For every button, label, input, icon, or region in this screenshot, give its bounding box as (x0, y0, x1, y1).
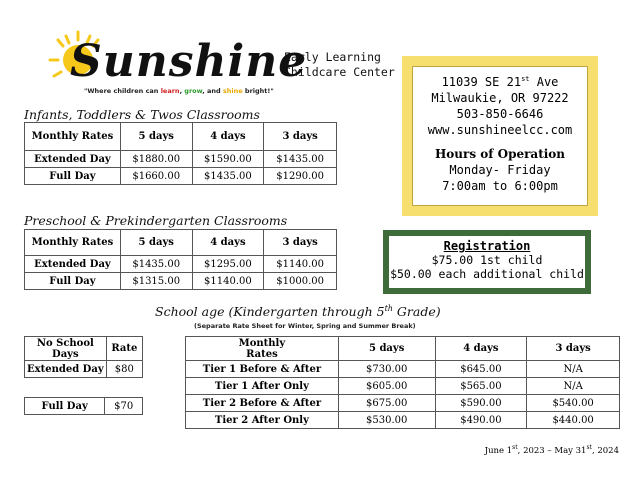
tagline-learn: learn (160, 87, 180, 95)
date-part: June 1 (484, 445, 513, 456)
registration-inner (389, 236, 585, 288)
infants-title: Infants, Toddlers & Twos Classrooms (24, 107, 260, 122)
row-label: Tier 2 After Only (186, 412, 339, 429)
table-cell: $730.00 (338, 361, 435, 378)
registration-line2: $50.00 each additional child (390, 267, 584, 281)
row-label: Full Day (25, 398, 105, 415)
contact-box (402, 56, 598, 216)
table-cell: $1315.00 (120, 273, 192, 290)
brand-subtitle (284, 50, 395, 80)
center-logo (40, 30, 400, 100)
table-cell: $1435.00 (264, 151, 337, 168)
table-cell: $1660.00 (120, 168, 192, 185)
table-cell: N/A (527, 378, 620, 395)
website-link[interactable]: www.sunshineelcc.com (427, 123, 573, 137)
no-school-days-table (24, 336, 143, 378)
hours-title: Hours of Operation (434, 147, 566, 161)
table-header-row (25, 123, 337, 151)
table-row (25, 151, 337, 168)
header-cell: Rate (106, 337, 142, 361)
table-cell: $1140.00 (192, 273, 264, 290)
row-label: Tier 1 Before & After (186, 361, 339, 378)
brand-subtitle-line1: Early Learning (284, 50, 381, 64)
school-age-title-sup: th (384, 304, 393, 313)
address-sup: st (521, 75, 530, 83)
row-label: Full Day (25, 168, 121, 185)
table-cell: $590.00 (435, 395, 527, 412)
row-label: Full Day (25, 273, 121, 290)
tagline-shine: shine (222, 87, 243, 95)
table-header-row (25, 337, 143, 361)
tagline-part: "Where children can (84, 87, 161, 95)
table-row (25, 273, 337, 290)
table-row (186, 378, 620, 395)
registration-line1: $75.00 1st child (431, 253, 543, 267)
date-part: , 2023 – May 31 (517, 445, 587, 456)
school-age-note: (Separate Rate Sheet for Winter, Spring and Summer Break) (194, 322, 416, 330)
tagline-part: , (179, 87, 185, 95)
table-cell: $675.00 (338, 395, 435, 412)
table-cell: $530.00 (338, 412, 435, 429)
header-cell: 4 days (435, 337, 527, 361)
contact-inner (412, 66, 588, 206)
infants-rate-table (24, 122, 337, 185)
brand-subtitle-line2: Childcare Center (284, 65, 395, 79)
header-cell: 5 days (120, 123, 192, 151)
header-cell: 4 days (192, 123, 264, 151)
header-cell: Monthly Rates (25, 123, 121, 151)
table-cell: $440.00 (527, 412, 620, 429)
address-street-end: Ave (529, 75, 559, 89)
school-age-title-text: School age (Kindergarten through 5 (155, 304, 385, 320)
table-cell: $70 (105, 398, 143, 415)
date-part: , 2024 (591, 445, 619, 456)
brand-name: Sunshine (70, 36, 308, 87)
table-row (25, 398, 143, 415)
header-cell: 3 days (264, 123, 337, 151)
table-row (186, 361, 620, 378)
hours-time: 7:00am to 6:00pm (442, 179, 558, 193)
table-cell: $1435.00 (120, 256, 192, 273)
table-cell: $605.00 (338, 378, 435, 395)
tagline-grow: grow (184, 87, 203, 95)
tagline-part: bright!" (242, 87, 274, 95)
preschool-rate-table (24, 229, 337, 290)
row-label: Tier 2 Before & After (186, 395, 339, 412)
header-cell: 3 days (264, 230, 337, 256)
table-header-row (186, 337, 620, 361)
table-cell: $490.00 (435, 412, 527, 429)
table-cell: $565.00 (435, 378, 527, 395)
table-row (25, 168, 337, 185)
hours-days: Monday- Friday (449, 163, 551, 177)
header-cell: No School Days (25, 337, 107, 361)
effective-date-range (485, 444, 619, 456)
phone-number: 503-850-6646 (456, 107, 544, 121)
table-cell: $80 (106, 361, 142, 378)
row-label: Tier 1 After Only (186, 378, 339, 395)
school-age-title-end: Grade) (392, 304, 441, 320)
date-sup: st (586, 444, 592, 451)
tagline (84, 87, 274, 95)
table-cell: $1140.00 (264, 256, 337, 273)
row-label: Extended Day (25, 361, 107, 378)
table-cell: $1290.00 (264, 168, 337, 185)
date-sup: st (512, 444, 518, 451)
no-school-full-day-table (24, 397, 143, 415)
table-cell: $1435.00 (192, 168, 264, 185)
header-cell: 5 days (120, 230, 192, 256)
registration-box (383, 230, 591, 294)
school-age-tier-table (185, 336, 620, 429)
table-row (25, 361, 143, 378)
address-street: 11039 SE 21 (441, 75, 522, 89)
header-cell: Monthly Rates (25, 230, 121, 256)
header-cell: 4 days (192, 230, 264, 256)
table-cell: $1880.00 (120, 151, 192, 168)
address-line1 (413, 71, 587, 90)
table-row (186, 412, 620, 429)
row-label: Extended Day (25, 151, 121, 168)
table-cell: $1590.00 (192, 151, 264, 168)
address-line2: Milwaukie, OR 97222 (431, 91, 569, 105)
preschool-title: Preschool & Prekindergarten Classrooms (24, 213, 288, 228)
table-cell: N/A (527, 361, 620, 378)
table-row (25, 256, 337, 273)
header-cell: 5 days (338, 337, 435, 361)
table-cell: $540.00 (527, 395, 620, 412)
table-header-row (25, 230, 337, 256)
row-label: Extended Day (25, 256, 121, 273)
tagline-part: , and (202, 87, 223, 95)
header-cell: Monthly Rates (186, 337, 339, 361)
table-cell: $1000.00 (264, 273, 337, 290)
registration-title: Registration (443, 239, 531, 253)
table-cell: $645.00 (435, 361, 527, 378)
school-age-title (155, 304, 441, 319)
header-cell: 3 days (527, 337, 620, 361)
table-cell: $1295.00 (192, 256, 264, 273)
table-row (186, 395, 620, 412)
